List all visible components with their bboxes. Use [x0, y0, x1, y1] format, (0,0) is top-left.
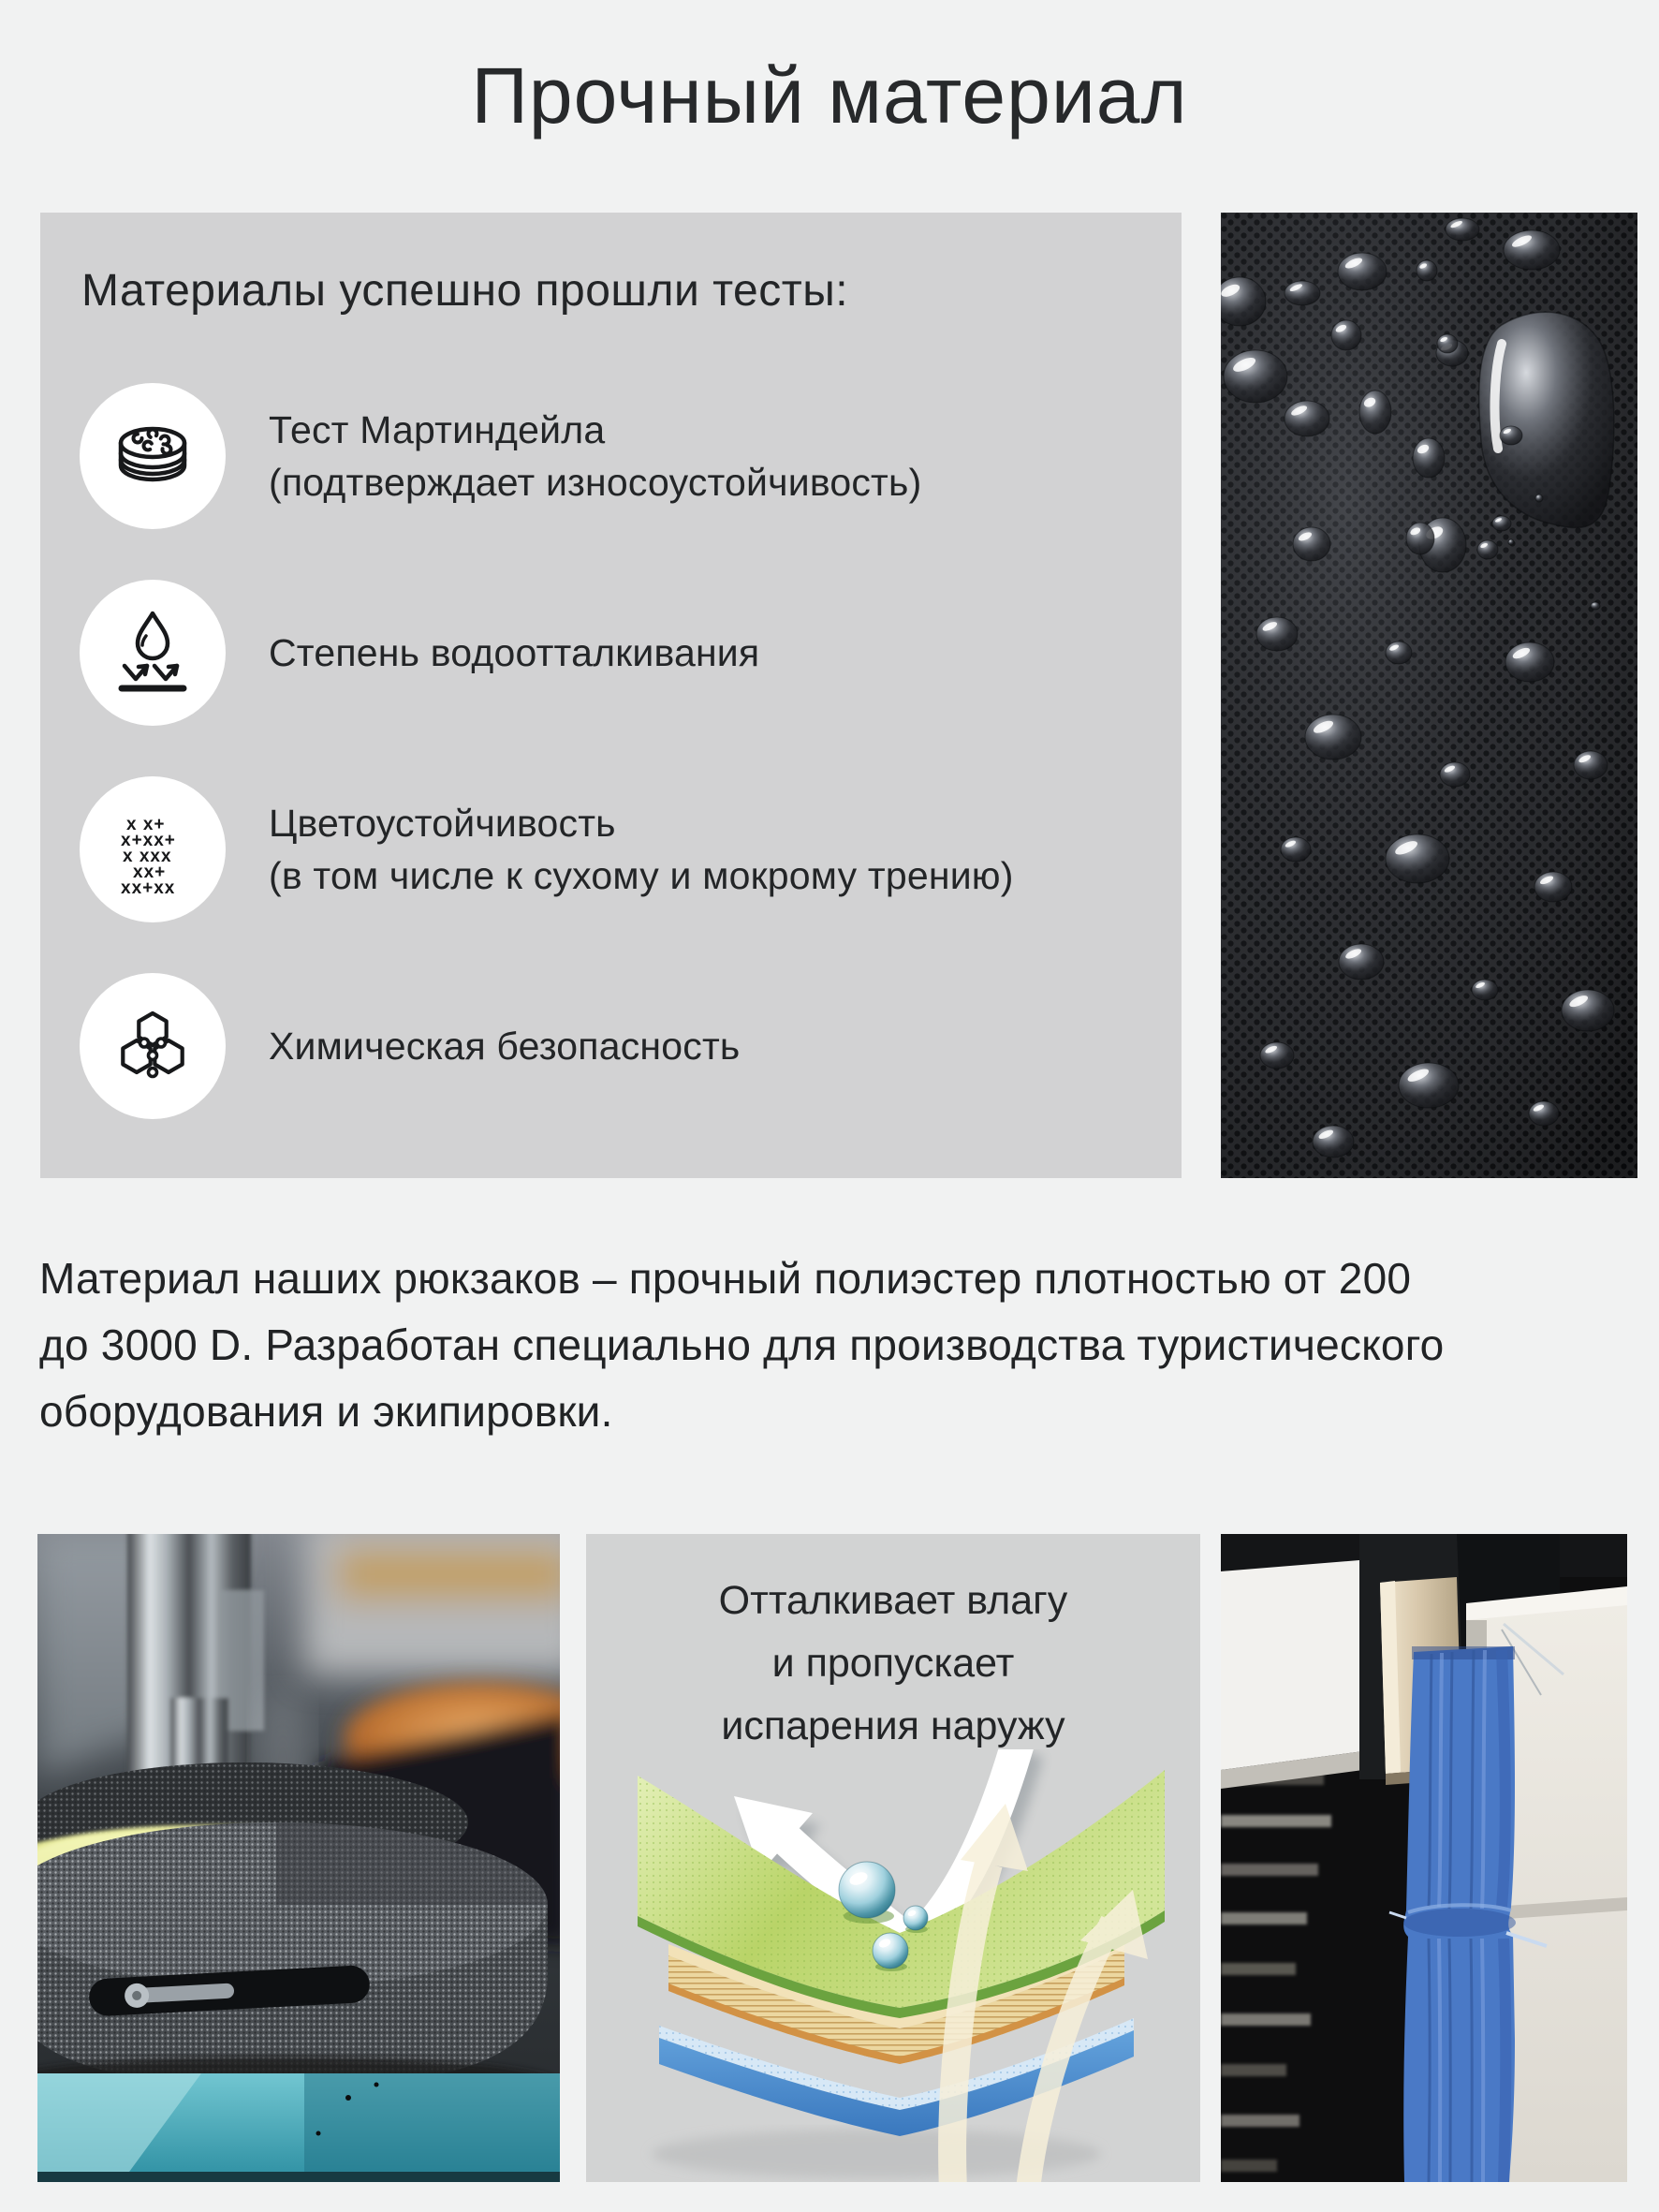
- svg-text:xx+xx: xx+xx: [121, 878, 176, 894]
- membrane-panel: [586, 1534, 1200, 2182]
- test-item-martindale: [80, 383, 921, 529]
- tensile-test-art: [1221, 1534, 1627, 2182]
- test-item-chemical-safety: [80, 973, 741, 1119]
- test-item-label: Химическая безопасность: [269, 1025, 741, 1068]
- icon-circle: [80, 580, 226, 726]
- svg-text:x xxx: x xxx: [123, 847, 172, 866]
- description-paragraph: Материал наших рюкзаков – прочный полиэстер плотностью от 200 до 3000 D. Разработан специально для производства туристического оборудования и экипировки.: [39, 1254, 1445, 1436]
- icon-circle: [80, 776, 226, 922]
- test-item-label: Тест Мартиндейла (подтверждает износоустойчивость): [269, 408, 922, 504]
- waterproof-fabric-photo: [1221, 213, 1637, 1178]
- tests-heading: Материалы успешно прошли тесты:: [81, 266, 849, 316]
- test-item-label: Степень водоотталкивания: [269, 631, 760, 674]
- svg-text:x+xx+: x+xx+: [121, 831, 176, 850]
- icon-circle: [80, 973, 226, 1119]
- martindale-test-icon: [108, 411, 198, 501]
- abrasion-machine-art: [37, 1534, 560, 2182]
- svg-text:xx+: xx+: [133, 863, 167, 882]
- tensile-test-photo: [1221, 1534, 1627, 2182]
- test-item-label: Цветоустойчивость (в том числе к сухому и мокрому трению): [269, 802, 1014, 897]
- tests-panel: [40, 213, 1182, 1178]
- membrane-caption: Отталкивает влагу и пропускает испарения наружу: [718, 1578, 1068, 1748]
- water-drops-art: [1221, 213, 1637, 1178]
- test-item-water-repellency: [80, 580, 759, 726]
- icon-circle: [80, 383, 226, 529]
- page-title: Прочный материал: [471, 52, 1188, 140]
- membrane-layers-illustration: [586, 1749, 1200, 2182]
- water-repellency-icon: [108, 608, 198, 698]
- test-item-color-fastness: [80, 776, 1014, 922]
- color-fastness-icon: [108, 804, 198, 894]
- chemical-safety-icon: [108, 1001, 198, 1091]
- svg-text:x x+: x x+: [126, 815, 166, 834]
- abrasion-machine-photo: [37, 1534, 560, 2182]
